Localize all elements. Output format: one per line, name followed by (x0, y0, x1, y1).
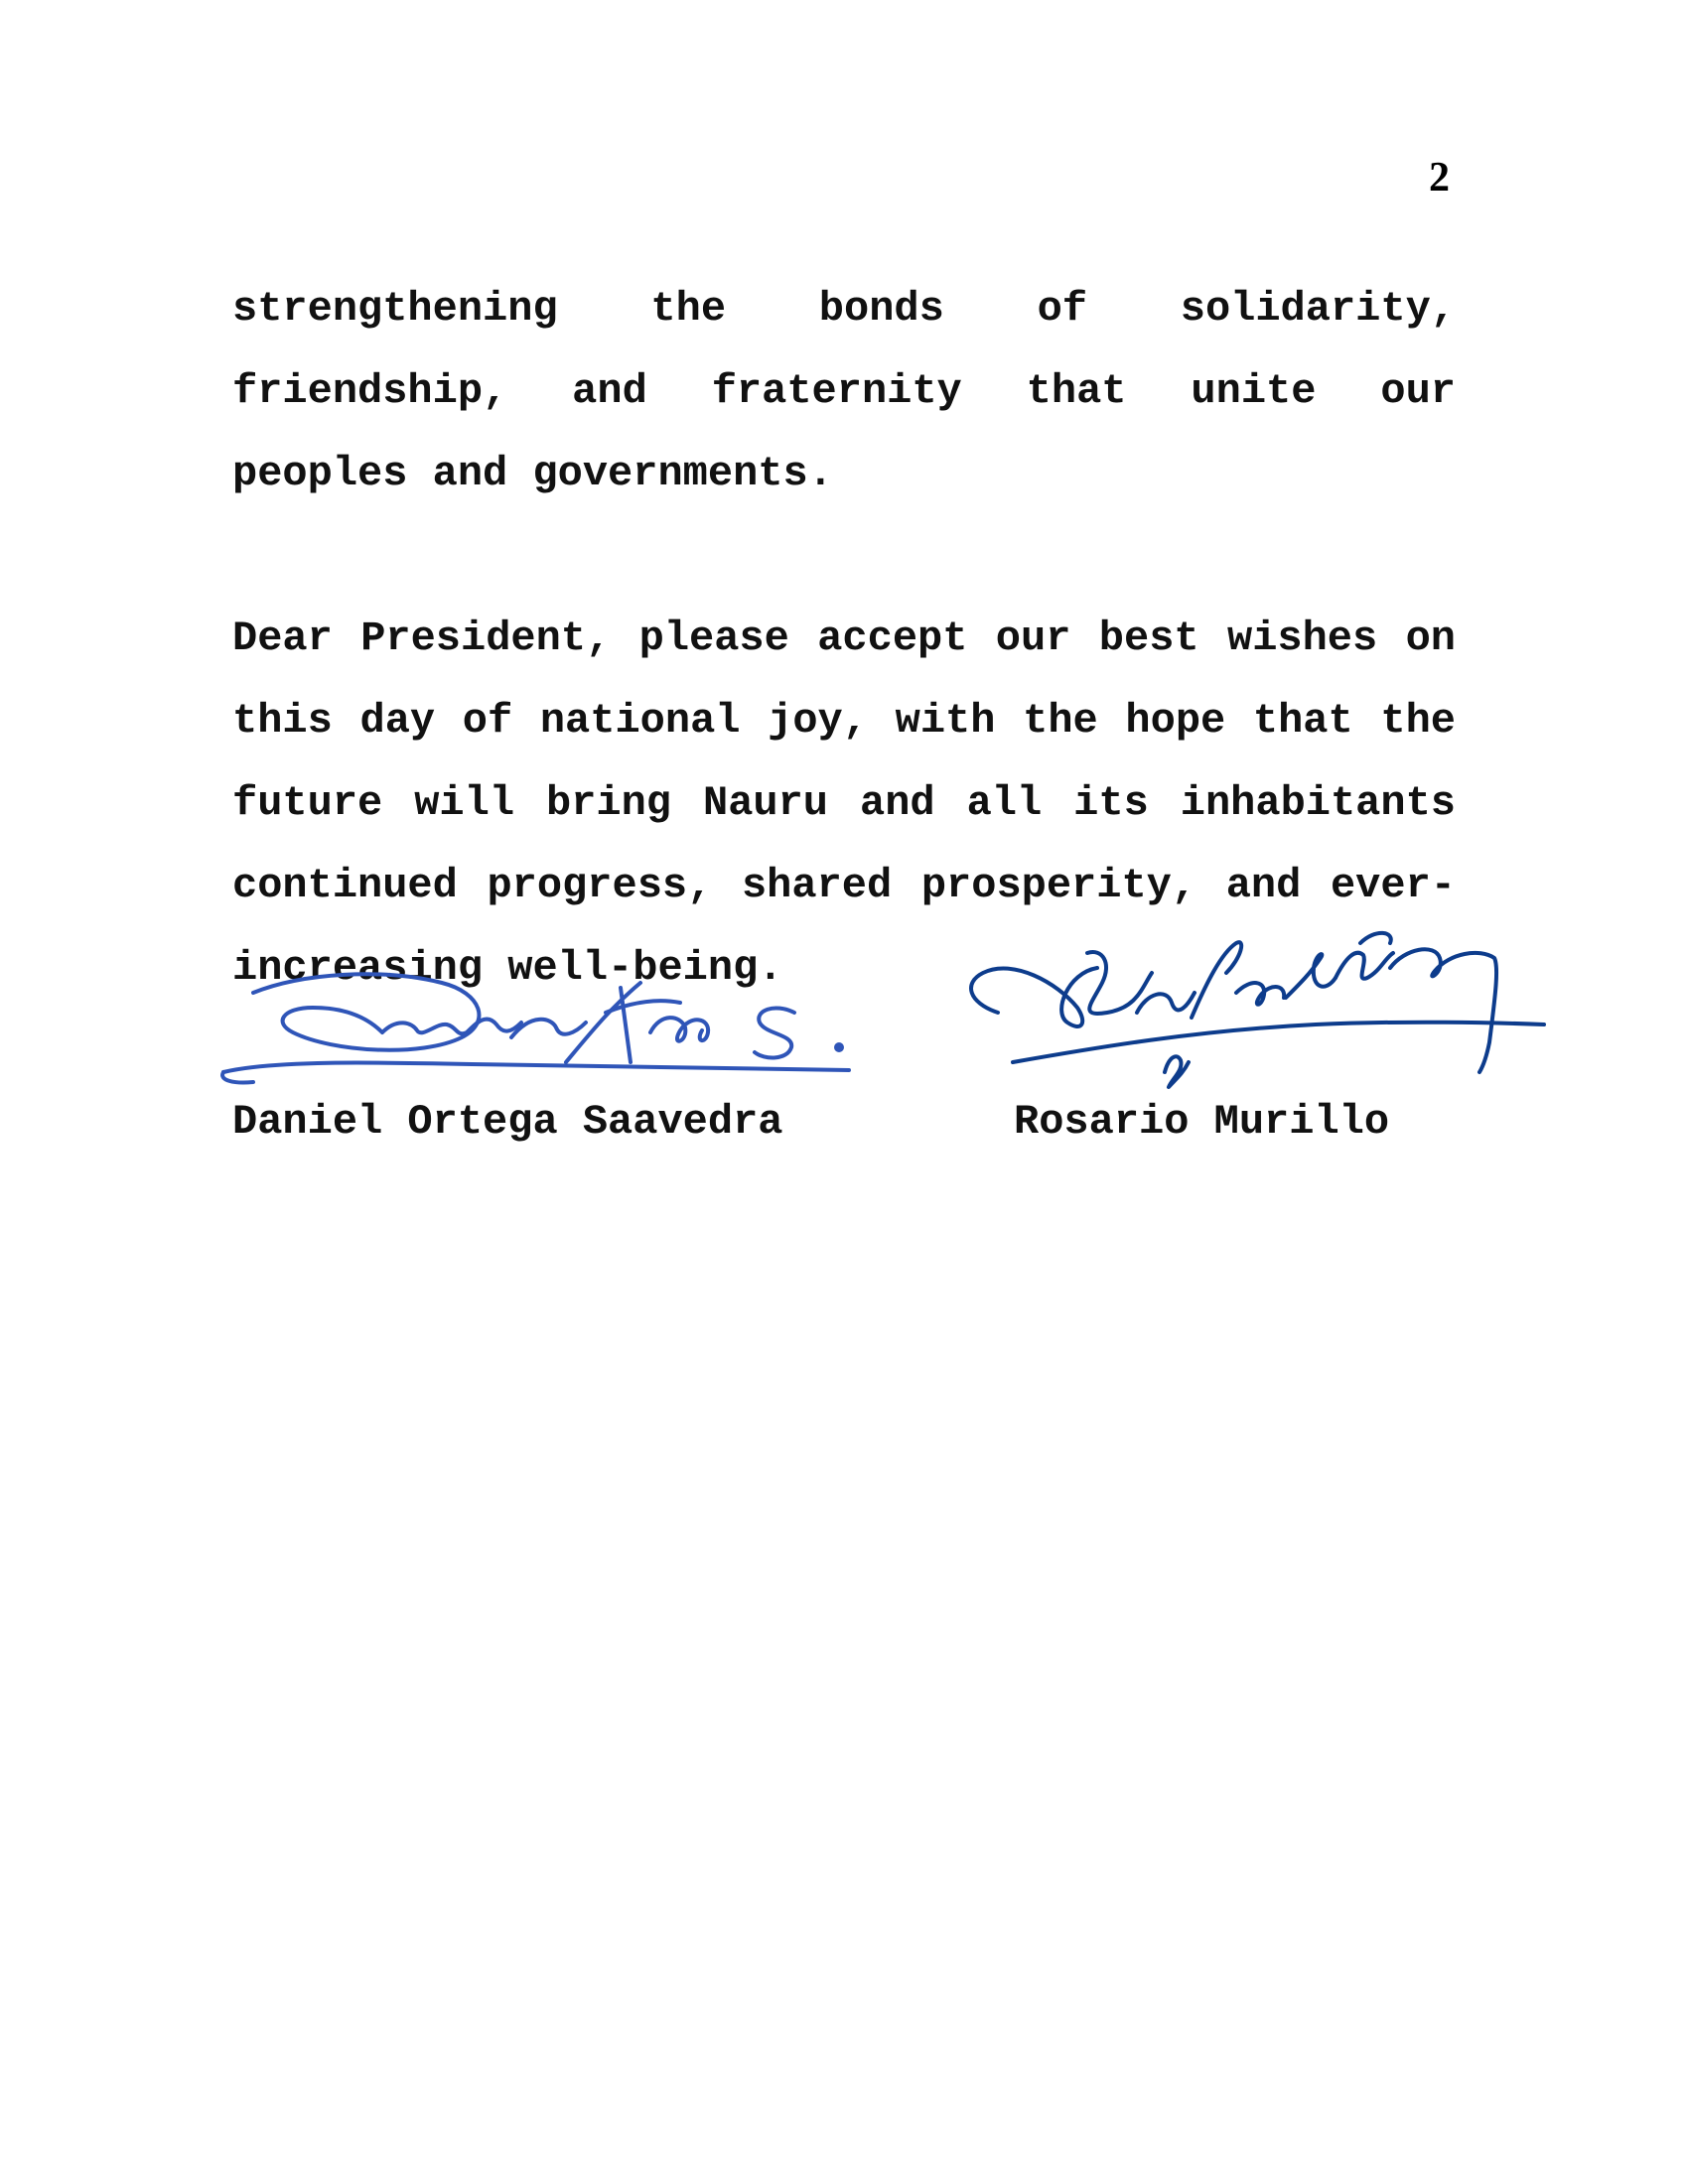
signer-name-murillo: Rosario Murillo (1014, 1098, 1390, 1146)
signer-name-ortega: Daniel Ortega Saavedra (232, 1098, 783, 1146)
paragraph-closing-bonds: strengthening the bonds of solidarity, friendship, and fraternity that unite our peoples and governments. (232, 285, 1456, 497)
paragraph-best-wishes: Dear President, please accept our best wishes on this day of national joy, with the hope that the future will bring Nauru and all its inhabitants continued progress, shared prosperity, and ever-increasing well-being. (232, 614, 1456, 992)
letter-body (232, 268, 1456, 1010)
page-number: 2 (1429, 155, 1450, 201)
